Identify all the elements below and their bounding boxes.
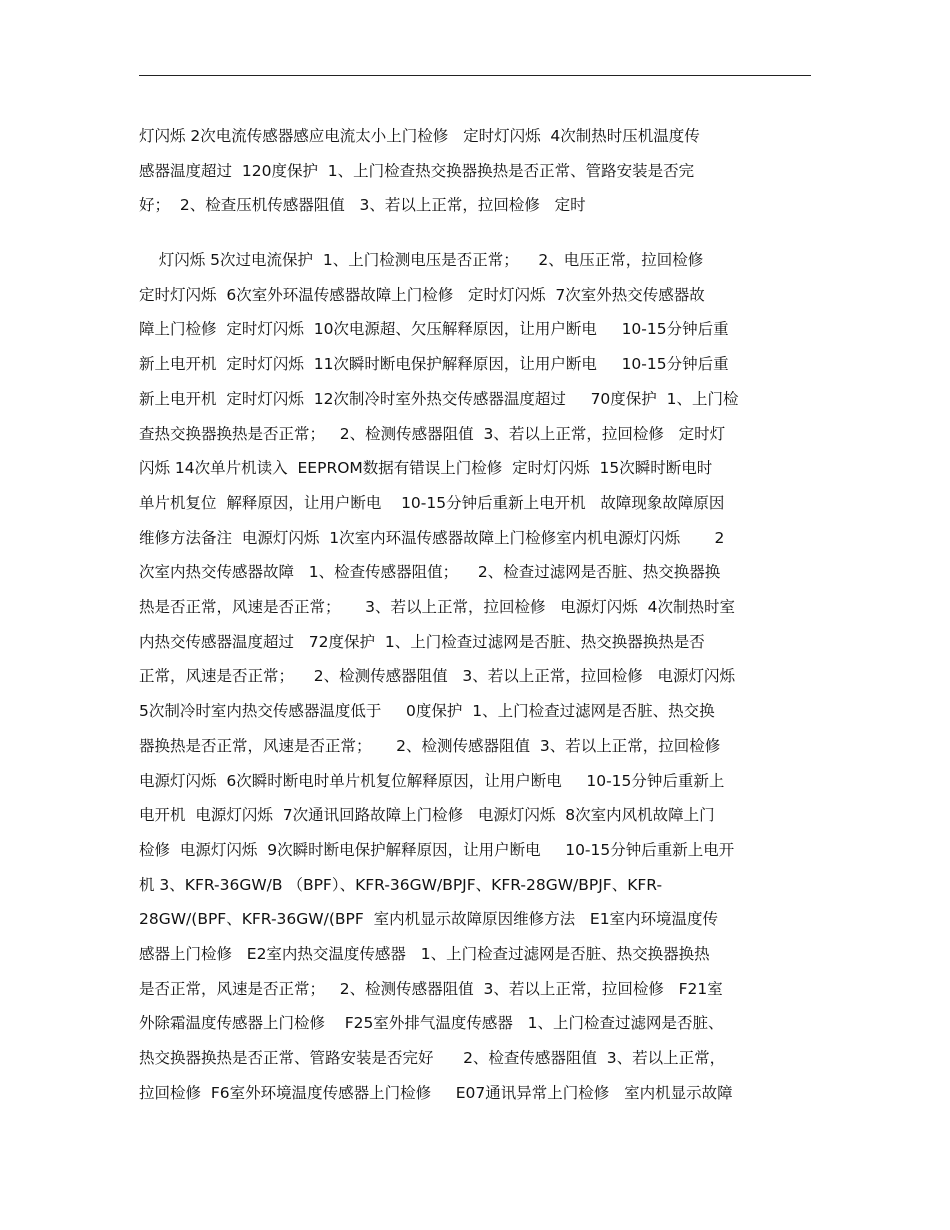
text-line: 感器温度超过 120度保护 1、上门检查热交换器换热是否正常、管路安装是否完 — [139, 161, 695, 180]
text-line: 障上门检修 定时灯闪烁 10次电源超、欠压解释原因，让用户断电 10-15分钟后重 — [139, 320, 729, 339]
text-line: 灯闪烁 2次电流传感器感应电流太小上门检修 定时灯闪烁 4次制热时压机温度传 — [139, 127, 700, 145]
header-rule — [139, 75, 811, 76]
text-line: 定时灯闪烁 6次室外环温传感器故障上门检修 定时灯闪烁 7次室外热交传感器故 — [139, 285, 705, 304]
text-line: 热交换器换热是否正常、管路安装是否完好 2、检查传感器阻值 3、若以上正常， — [139, 1049, 726, 1068]
text-line: 新上电开机 定时灯闪烁 11次瞬时断电保护解释原因，让用户断电 10-15分钟后重 — [139, 355, 729, 374]
text-line: 检修 电源灯闪烁 9次瞬时断电保护解释原因，让用户断电 10-15分钟后重新上电开 — [139, 840, 735, 859]
text-line: 电源灯闪烁 6次瞬时断电时单片机复位解释原因，让用户断电 10-15分钟后重新上 — [139, 771, 725, 790]
text-line: 器换热是否正常，风速是否正常； 2、检测传感器阻值 3、若以上正常，拉回检修 — [139, 736, 721, 755]
text-line: 电开机 电源灯闪烁 7次通讯回路故障上门检修 电源灯闪烁 8次室内风机故障上门 — [139, 806, 715, 825]
text-line: 内热交传感器温度超过 72度保护 1、上门检查过滤网是否脏、热交换器换热是否 — [139, 632, 705, 651]
text-line: 维修方法备注 电源灯闪烁 1次室内环温传感器故障上门检修室内机电源灯闪烁 2 — [139, 528, 725, 547]
text-line: 热是否正常，风速是否正常； 3、若以上正常，拉回检修 电源灯闪烁 4次制热时室 — [139, 598, 735, 616]
text-line: 正常，风速是否正常； 2、检测传感器阻值 3、若以上正常，拉回检修 电源灯闪烁 — [139, 667, 735, 686]
text-line: 次室内热交传感器故障 1、检查传感器阻值； 2、检查过滤网是否脏、热交换器换 — [139, 563, 721, 582]
text-line: 是否正常，风速是否正常； 2、检测传感器阻值 3、若以上正常，拉回检修 F21室 — [139, 979, 723, 998]
text-line: 5次制冷时室内热交传感器温度低于 0度保护 1、上门检查过滤网是否脏、热交换 — [139, 702, 715, 721]
text-line: 拉回检修 F6室外环境温度传感器上门检修 E07通讯异常上门检修 室内机显示故障 — [139, 1083, 733, 1102]
text-line: 好； 2、检查压机传感器阻值 3、若以上正常，拉回检修 定时 — [139, 196, 586, 214]
text-line: 外除霜温度传感器上门检修 F25室外排气温度传感器 1、上门检查过滤网是否脏、 — [139, 1014, 724, 1033]
text-line: 灯闪烁 5次过电流保护 1、上门检测电压是否正常； 2、电压正常，拉回检修 — [139, 251, 704, 269]
text-line: 感器上门检修 E2室内热交温度传感器 1、上门检查过滤网是否脏、热交换器换热 — [139, 945, 710, 963]
text-line: 单片机复位 解释原因，让用户断电 10-15分钟后重新上电开机 故障现象故障原因 — [139, 493, 725, 512]
text-line: 闪烁 14次单片机读入 EEPROM数据有错误上门检修 定时灯闪烁 15次瞬时断电时 — [139, 459, 713, 478]
text-line: 查热交换器换热是否正常； 2、检测传感器阻值 3、若以上正常，拉回检修 定时灯 — [139, 424, 726, 443]
text-line: 新上电开机 定时灯闪烁 12次制冷时室外热交传感器温度超过 70度保护 1、上门检 — [139, 389, 739, 408]
text-line: 28GW/(BPF、KFR-36GW/(BPF 室内机显示故障原因维修方法 E1室内环境温度传 — [139, 910, 719, 929]
text-line: 机 3、KFR-36GW/B （BPF）、KFR-36GW/BPJF、KFR-28GW/BPJF、KFR- — [139, 875, 663, 894]
